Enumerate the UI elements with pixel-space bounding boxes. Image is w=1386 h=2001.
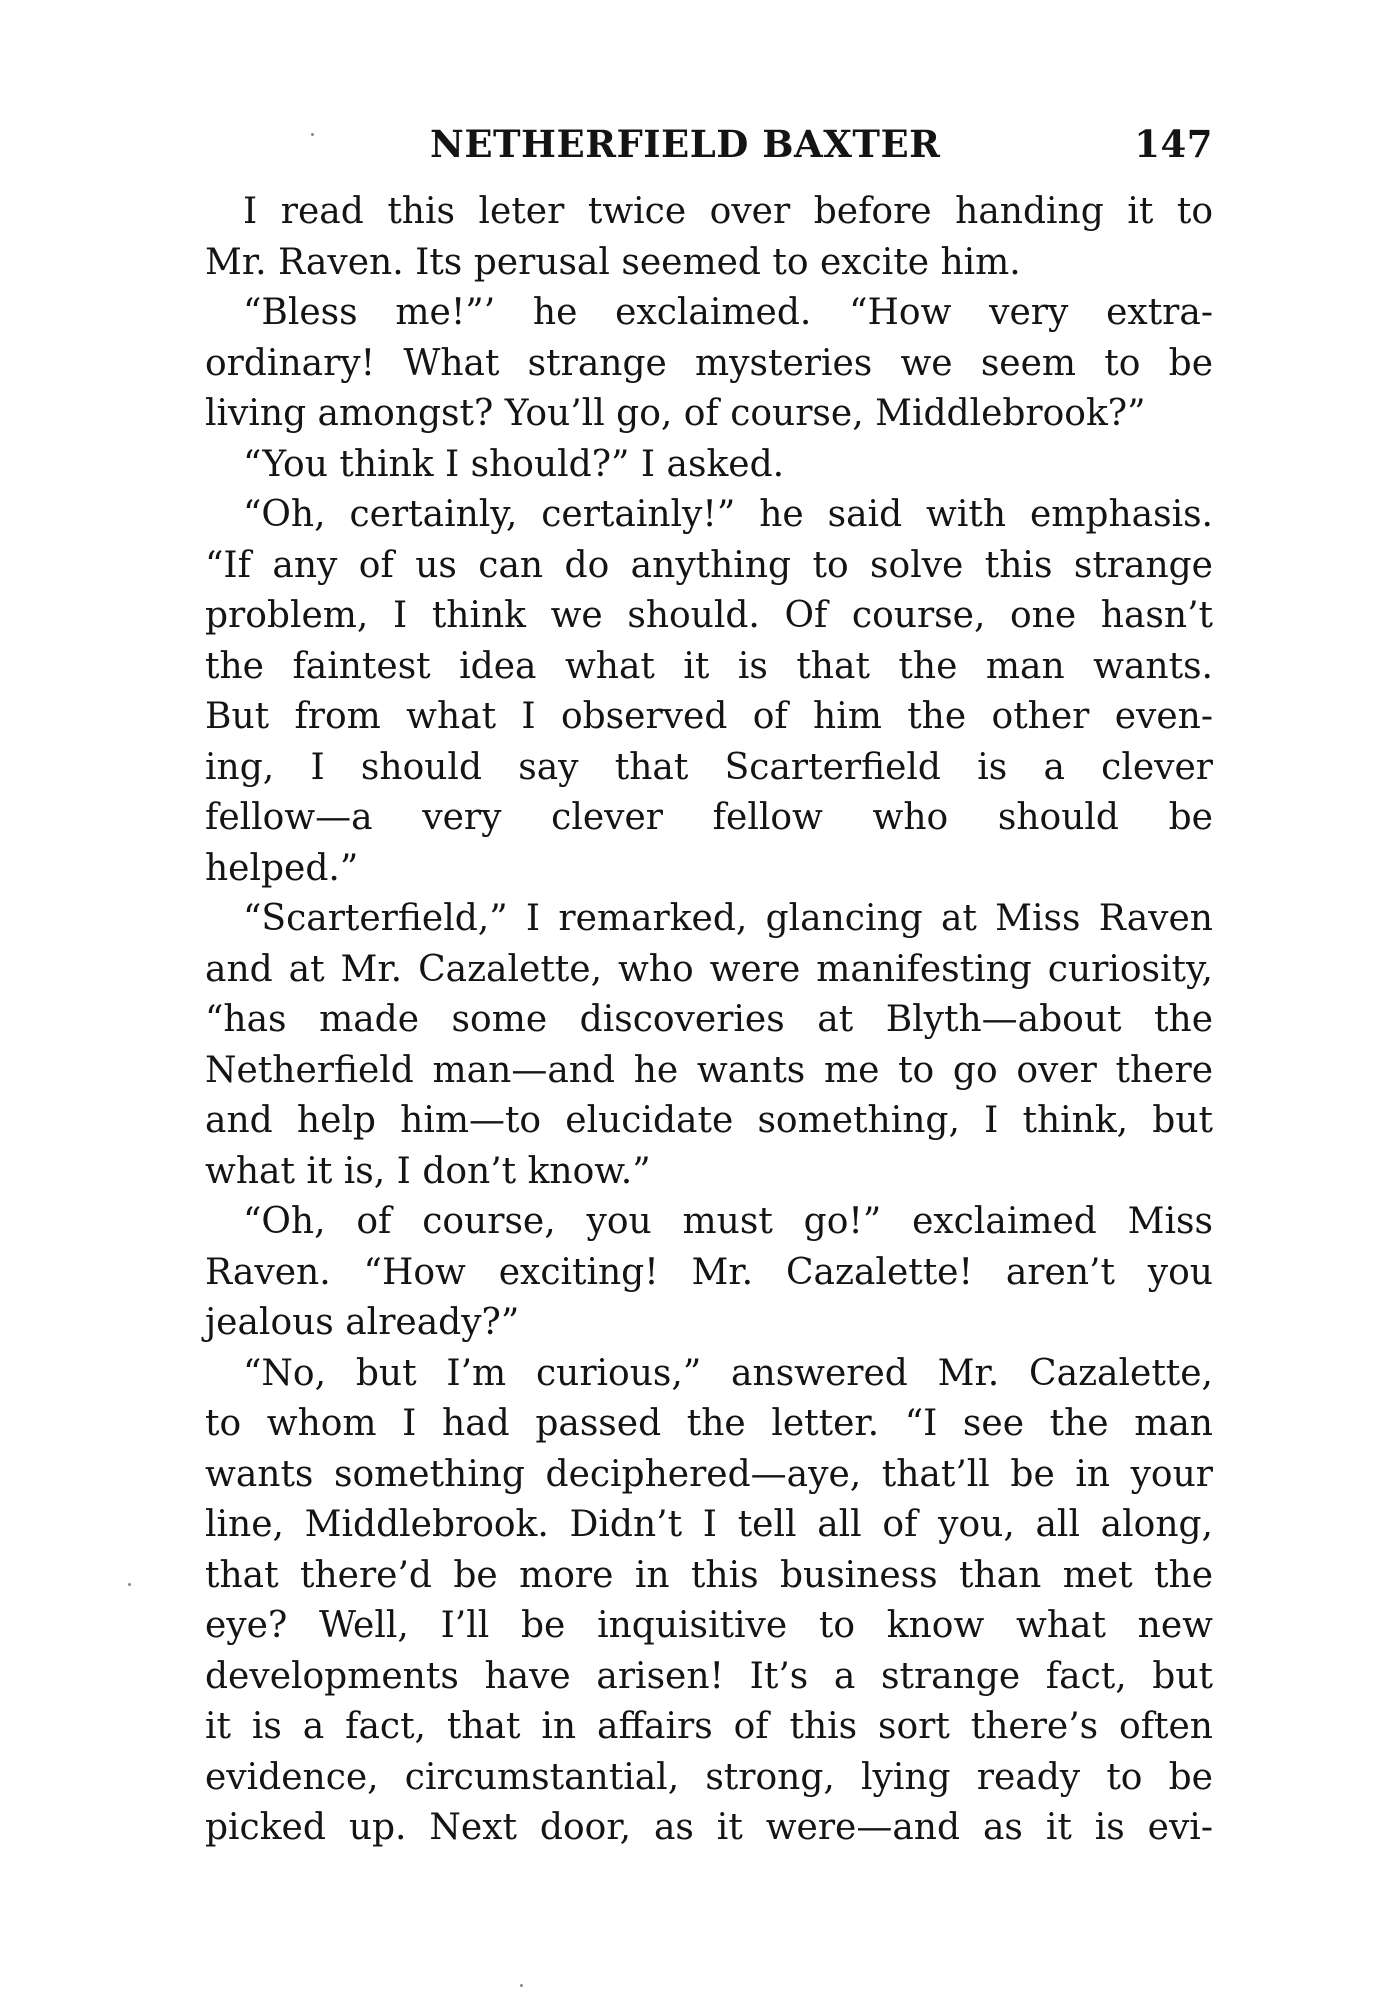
scan-speck: [311, 133, 314, 136]
text-line: jealous already?”: [205, 1302, 520, 1343]
text-line: “Bless me!”’ he exclaimed. “How very extra-: [243, 292, 1213, 333]
text-line: But from what I observed of him the other even-: [205, 696, 1213, 737]
text-line: “Oh, certainly, certainly!” he said with emphasis.: [243, 494, 1213, 535]
text-line: to whom I had passed the letter. “I see the man: [205, 1403, 1213, 1444]
text-line: and at Mr. Cazalette, who were manifesting curiosity,: [205, 948, 1213, 990]
text-line: eye? Well, I’ll be inquisitive to know what new: [205, 1605, 1213, 1646]
running-title: NETHERFIELD BAXTER: [430, 122, 941, 166]
paragraph: [205, 187, 1213, 288]
text-line: “Scarterfield,” I remarked, glancing at Miss Raven: [243, 898, 1213, 939]
text-line: what it is, I don’t know.”: [205, 1150, 651, 1192]
page-number: 147: [1134, 122, 1213, 166]
text-line: ing, I should say that Scarterfield is a clever: [205, 746, 1213, 788]
text-line: ordinary! What strange mysteries we seem to be: [205, 342, 1213, 384]
text-line: line, Middlebrook. Didn’t I tell all of you, all along,: [205, 1504, 1213, 1545]
paragraph: [205, 288, 1213, 440]
text-line: the faintest idea what it is that the man wants.: [205, 645, 1213, 687]
body-text: [205, 187, 1213, 1854]
text-line: Raven. “How exciting! Mr. Cazalette! aren’t you: [205, 1251, 1213, 1293]
text-line: Mr. Raven. Its perusal seemed to excite him.: [205, 241, 1021, 283]
paragraph: [205, 490, 1213, 894]
running-head: [205, 122, 1213, 182]
text-line: developments have arisen! It’s a strange fact, but: [205, 1655, 1213, 1697]
text-line: helped.”: [205, 847, 359, 889]
text-line: fellow—a very clever fellow who should be: [205, 797, 1213, 838]
text-line: picked up. Next door, as it were—and as it is evi-: [205, 1807, 1213, 1848]
text-line: “If any of us can do anything to solve this strange: [205, 544, 1213, 586]
scan-speck: [520, 1984, 523, 1987]
text-line: “No, but I’m curious,” answered Mr. Cazalette,: [243, 1352, 1213, 1394]
paragraph: [205, 440, 1213, 491]
text-line: and help him—to elucidate something, I think, but: [205, 1100, 1213, 1141]
scan-speck: [128, 1583, 131, 1586]
text-line: problem, I think we should. Of course, one hasn’t: [205, 595, 1213, 636]
text-line: that there’d be more in this business than met the: [205, 1554, 1213, 1596]
text-line: “has made some discoveries at Blyth—about the: [205, 999, 1213, 1040]
text-line: it is a fact, that in affairs of this sort there’s often: [205, 1706, 1213, 1747]
paragraph: [205, 1349, 1213, 1854]
text-line: evidence, circumstantial, strong, lying ready to be: [205, 1756, 1213, 1798]
text-line: living amongst? You’ll go, of course, Middlebrook?”: [205, 393, 1146, 434]
text-line: Netherfield man—and he wants me to go over there: [205, 1049, 1213, 1091]
text-line: I read this leter twice over before handing it to: [243, 191, 1213, 232]
paragraph: [205, 1197, 1213, 1349]
text-line: “Oh, of course, you must go!” exclaimed Miss: [243, 1201, 1213, 1242]
text-line: wants something deciphered—aye, that’ll be in your: [205, 1453, 1213, 1495]
paragraph: [205, 894, 1213, 1197]
text-line: “You think I should?” I asked.: [243, 443, 785, 485]
